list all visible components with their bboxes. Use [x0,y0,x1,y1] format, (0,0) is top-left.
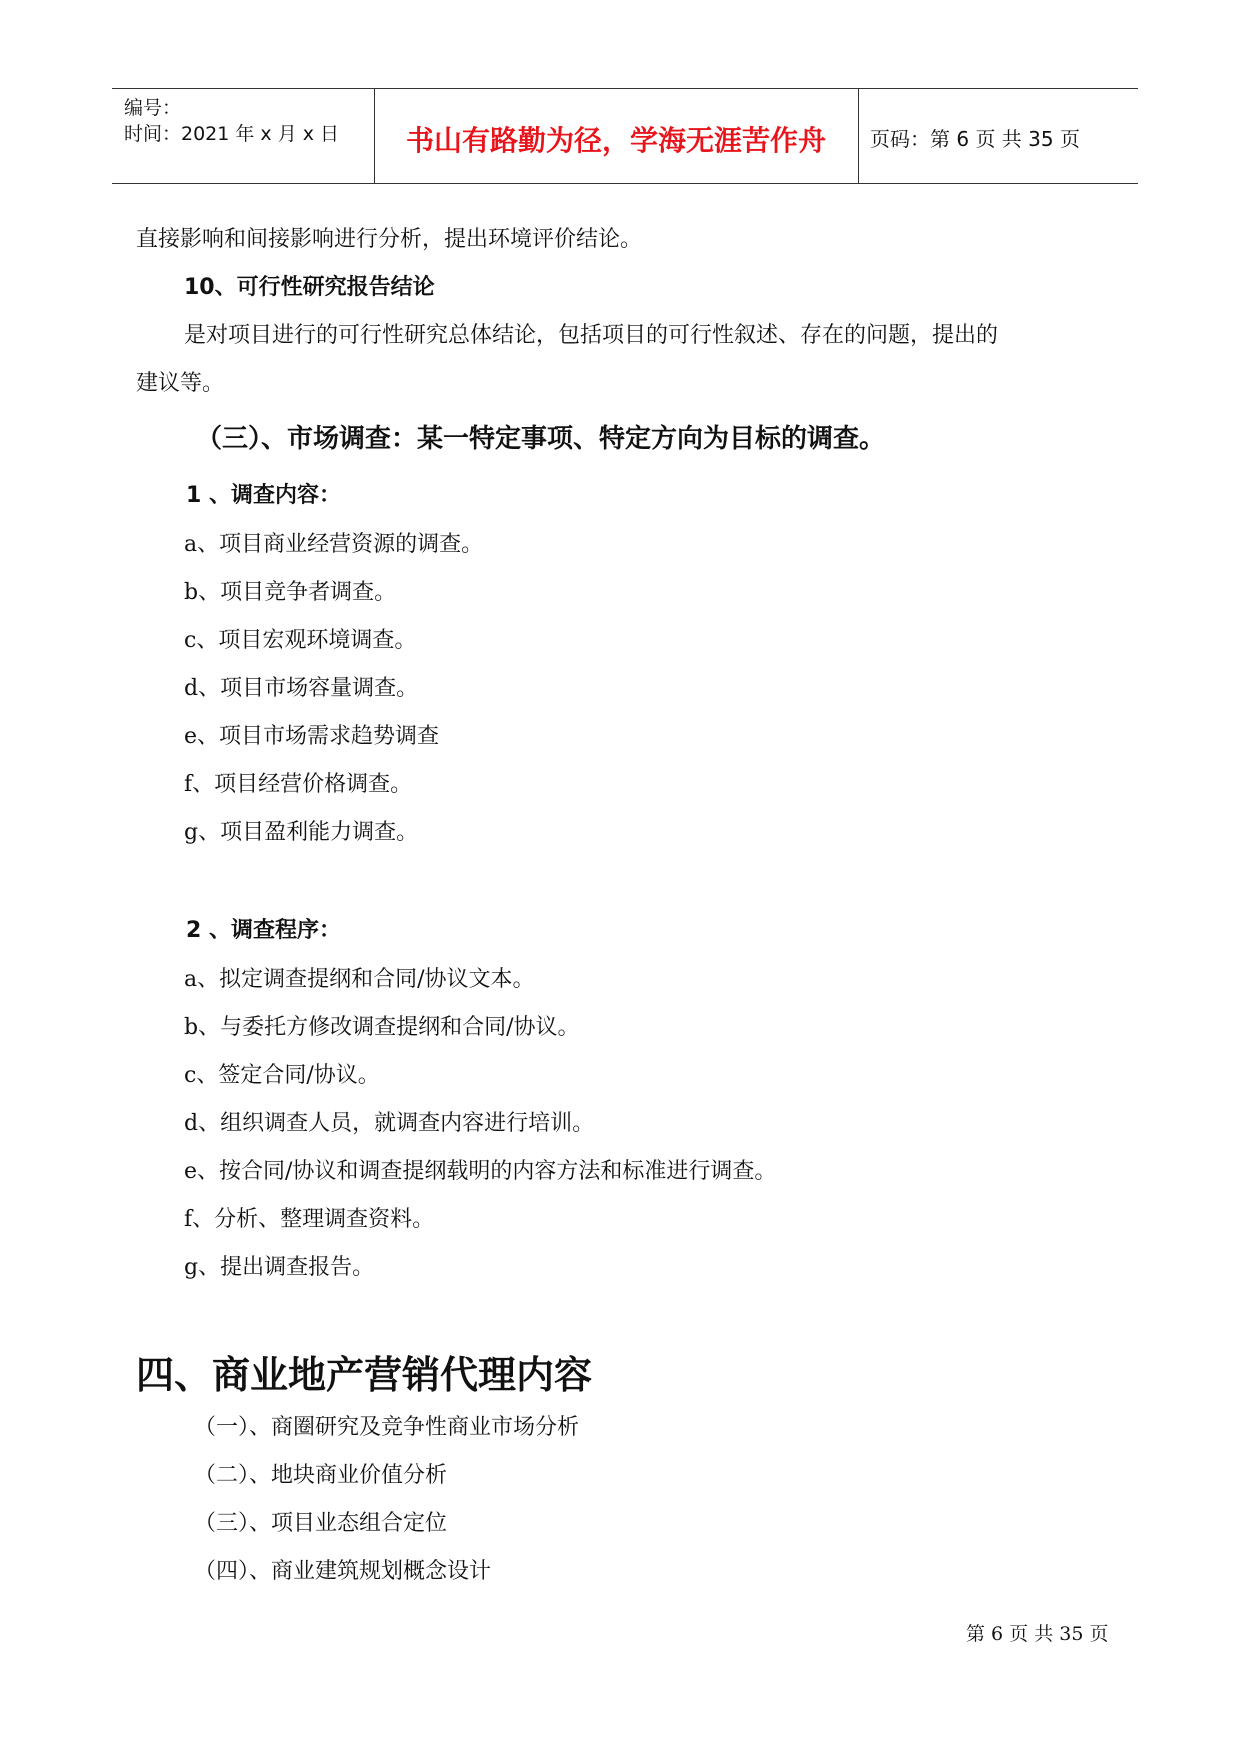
paragraph-intro: 直接影响和间接影响进行分析，提出环境评价结论。 [136,227,643,252]
chapter-4-item: （三）、项目业态组合定位 [194,1511,448,1536]
chapter-4-title: 四、商业地产营销代理内容 [136,1353,593,1397]
subsection-2-title: 2 、调查程序： [186,918,341,943]
document-number-label: 编号： [124,97,182,119]
header-motto: 书山有路勤为径，学海无涯苦作舟 [405,124,826,157]
list-item: f、分析、整理调查资料。 [184,1207,435,1232]
header-meta-cell [112,89,375,183]
header-page-code: 页码：第 6 页 共 35 页 [870,127,1080,151]
list-item: c、项目宏观环境调查。 [184,628,417,653]
chapter-4-item: （二）、地块商业价值分析 [194,1463,448,1488]
list-item: e、项目市场需求趋势调查 [184,724,440,749]
list-item: b、项目竞争者调查。 [184,580,397,605]
list-item: a、项目商业经营资源的调查。 [184,532,484,557]
list-item: g、提出调查报告。 [184,1255,375,1280]
paragraph-10-line2: 建议等。 [136,371,225,396]
list-item: g、项目盈利能力调查。 [184,820,419,845]
list-item: d、组织调查人员，就调查内容进行培训。 [184,1111,595,1136]
page-header [112,88,1138,184]
heading-10: 10、可行性研究报告结论 [184,275,435,300]
list-item: a、拟定调查提纲和合同/协议文本。 [184,967,535,992]
chapter-4-item: （一）、商圈研究及竞争性商业市场分析 [194,1415,580,1440]
list-item: e、按合同/协议和调查提纲载明的内容方法和标准进行调查。 [184,1159,777,1184]
document-date: 时间：2021 年 x 月 x 日 [124,123,340,145]
section-3-title: （三）、市场调查：某一特定事项、特定方向为目标的调查。 [196,424,886,454]
list-item: f、项目经营价格调查。 [184,772,413,797]
page-footer: 第 6 页 共 35 页 [966,1623,1109,1645]
subsection-1-title: 1 、调查内容： [186,483,341,508]
paragraph-10-line1: 是对项目进行的可行性研究总体结论，包括项目的可行性叙述、存在的问题，提出的 [184,323,999,348]
list-item: b、与委托方修改调查提纲和合同/协议。 [184,1015,580,1040]
chapter-4-item: （四）、商业建筑规划概念设计 [194,1559,492,1584]
list-item: d、项目市场容量调查。 [184,676,419,701]
header-motto-cell [374,89,859,183]
list-item: c、签定合同/协议。 [184,1063,380,1088]
header-page-cell [858,89,1138,183]
